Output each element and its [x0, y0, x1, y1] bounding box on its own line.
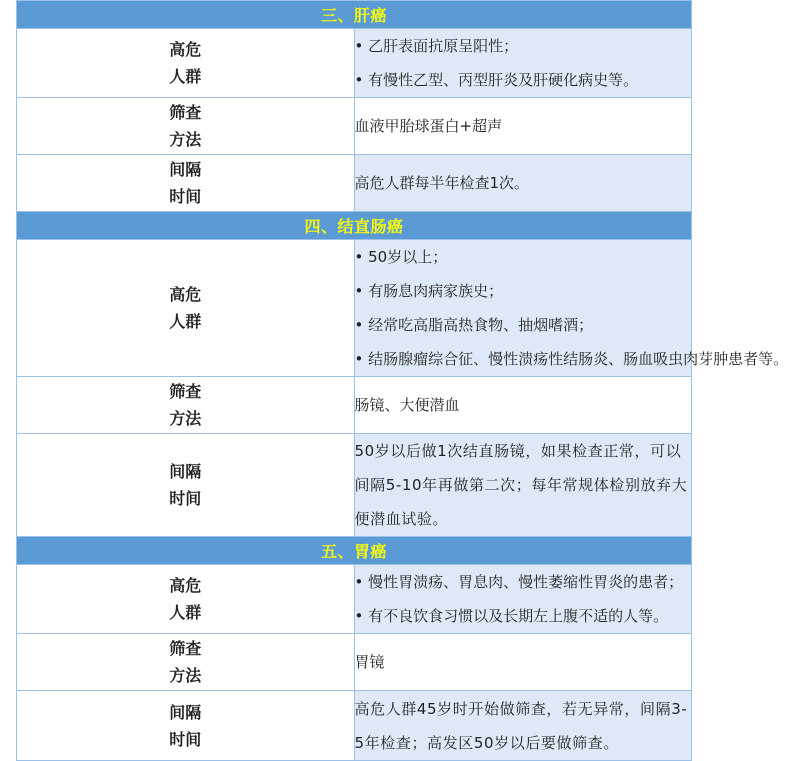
interval-row	[17, 434, 692, 537]
interval-text	[354, 434, 692, 537]
risk-group-list	[354, 565, 692, 634]
section-header-row	[17, 537, 692, 565]
row-label-line: 方法	[169, 666, 202, 685]
row-label	[17, 691, 355, 761]
row-label	[17, 565, 355, 634]
section-header-row	[17, 1, 692, 29]
row-label-line: 高危	[169, 285, 202, 304]
row-label-line: 筛查	[169, 639, 202, 658]
risk-group-row	[17, 565, 692, 634]
row-label-line: 人群	[169, 603, 202, 622]
method-text: 胃镜	[354, 653, 385, 671]
list-item: • 有慢性乙型、丙型肝炎及肝硬化病史等。	[354, 71, 639, 89]
section-header-row	[17, 212, 692, 240]
row-label-line: 间隔	[169, 160, 202, 179]
risk-group-list	[354, 240, 788, 377]
row-label	[17, 377, 355, 434]
list-item: • 有不良饮食习惯以及长期左上腹不适的人等。	[354, 607, 669, 625]
risk-group-row	[17, 240, 692, 377]
screening-method-text	[354, 634, 692, 691]
list-item: • 有肠息肉病家族史；	[354, 282, 504, 300]
list-item: • 慢性胃溃疡、胃息肉、慢性萎缩性胃炎的患者；	[354, 573, 684, 591]
screening-table-container	[16, 0, 788, 761]
cancer-screening-table	[16, 0, 788, 761]
interval-body: 高危人群每半年检查1次。	[354, 174, 530, 192]
row-label	[17, 98, 355, 155]
row-label-line: 筛查	[169, 382, 202, 401]
row-label-line: 间隔	[169, 702, 202, 722]
list-item: • 结肠腺瘤综合征、慢性溃疡性结肠炎、肠血吸虫肉芽肿患者等。	[354, 350, 788, 368]
row-label-line: 筛查	[169, 103, 202, 122]
screening-method-row	[17, 98, 692, 155]
interval-row	[17, 691, 692, 761]
row-label-line: 高危	[169, 576, 202, 595]
row-label-line: 人群	[169, 67, 202, 86]
interval-body: 50岁以后做1次结直肠镜，如果检查正常，可以间隔5-10年再做第二次；每年常规体检别放弃大便潜血试验。	[354, 442, 688, 528]
method-text: 血液甲胎球蛋白+超声	[354, 117, 503, 135]
row-label	[17, 240, 355, 377]
row-label	[17, 29, 355, 98]
interval-row	[17, 155, 692, 212]
row-label-line: 高危	[169, 40, 202, 59]
row-label	[17, 634, 355, 691]
row-label	[17, 155, 355, 212]
risk-group-list	[354, 29, 692, 98]
row-label-line: 时间	[169, 187, 202, 206]
interval-text	[354, 155, 692, 212]
screening-method-text	[354, 377, 692, 434]
list-item: • 经常吃高脂高热食物、抽烟嗜酒；	[354, 316, 594, 334]
screening-method-text	[354, 98, 692, 155]
list-item: • 乙肝表面抗原呈阳性；	[354, 37, 519, 55]
screening-method-row	[17, 377, 692, 434]
section-title: 三、肝癌	[17, 1, 692, 29]
row-label-line: 时间	[169, 729, 202, 749]
row-label-line: 人群	[169, 312, 202, 331]
row-label-line: 方法	[169, 409, 202, 428]
row-label-line: 间隔	[169, 462, 202, 481]
screening-method-row	[17, 634, 692, 691]
interval-text	[354, 691, 692, 761]
risk-group-row	[17, 29, 692, 98]
row-label-line: 方法	[169, 130, 202, 149]
list-item: • 50岁以上；	[354, 248, 448, 266]
interval-body: 高危人群45岁时开始做筛查，若无异常，间隔3-5年检查；高发区50岁以后要做筛查。	[354, 699, 688, 752]
method-text: 肠镜、大便潜血	[354, 396, 460, 414]
row-label-line: 时间	[169, 489, 202, 508]
row-label	[17, 434, 355, 537]
section-title: 四、结直肠癌	[17, 212, 692, 240]
section-title: 五、胃癌	[17, 537, 692, 565]
